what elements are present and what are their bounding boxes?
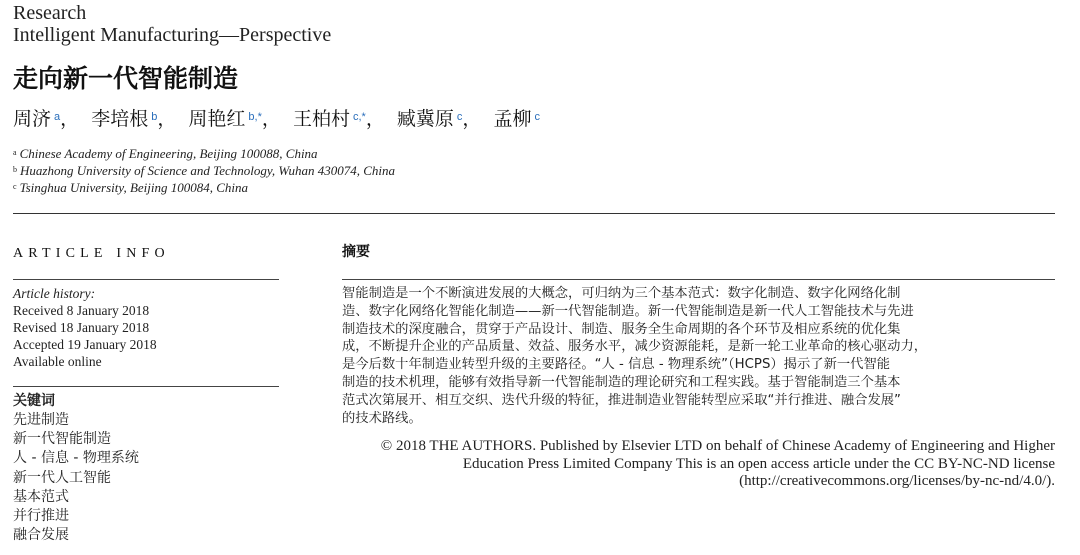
author-separator: ， <box>462 108 482 130</box>
affiliation-item <box>13 179 395 196</box>
abstract-body <box>342 285 1055 427</box>
history-title: Article history: <box>13 286 96 301</box>
copyright-line: Education Press Limited Company This is an open access article under the CC BY-NC-ND license <box>462 455 1055 472</box>
affiliation-list <box>13 145 395 196</box>
affiliation-text: Tsinghua University, Beijing 100084, China <box>19 180 249 195</box>
author-superscript-link[interactable]: c <box>456 111 463 123</box>
copyright-line: © 2018 THE AUTHORS. Published by Elsevier LTD on behalf of Chinese Academy of Engineering and Higher <box>380 438 1055 454</box>
article-info-heading: ARTICLE INFO <box>13 246 170 261</box>
header-divider <box>13 213 1055 214</box>
abstract-line: 范式次第展开、相互交织、迭代升级的特征，推进制造业智能转型应采取“并行推进、融合发展” <box>342 392 901 408</box>
author-name: 李培根 <box>91 108 149 130</box>
copyright-notice <box>342 438 1055 491</box>
author-superscript-link[interactable]: b,* <box>248 111 262 123</box>
article-type: Intelligent Manufacturing—Perspective <box>13 24 332 46</box>
abstract-heading: 摘要 <box>342 244 370 260</box>
abstract-line: 是今后数十年制造业转型升级的主要路径。“人 - 信息 - 物理系统”（HCPS）揭示了新一代智能 <box>342 357 891 373</box>
abstract-line: 成，不断提升企业的产品质量、效益、服务水平，减少资源能耗，是新一轮工业革命的核心驱动力， <box>342 339 928 355</box>
article-info-divider <box>13 279 279 280</box>
keyword-item: 基本范式 <box>13 488 69 505</box>
keyword-item: 新一代人工智能 <box>13 469 111 486</box>
author-separator: ， <box>261 108 281 130</box>
keywords-section <box>13 392 139 545</box>
abstract-line: 制造的技术机理，能够有效指导新一代智能制造的理论研究和工程实践。基于智能制造三个基本 <box>342 374 901 390</box>
abstract-line: 的技术路线。 <box>342 410 422 426</box>
author-superscript-link[interactable]: c <box>534 111 540 123</box>
affiliation-mark: a <box>13 148 17 157</box>
author-list <box>13 106 546 132</box>
author-superscript-link[interactable]: a <box>54 111 61 123</box>
keywords-divider <box>13 386 279 387</box>
keyword-item: 融合发展 <box>13 527 69 544</box>
author-name: 臧冀原 <box>396 108 454 130</box>
article-history <box>13 285 157 370</box>
keyword-item: 并行推进 <box>13 507 69 524</box>
abstract-line: 造、数字化网络化智能化制造——新一代智能制造。新一代智能制造是新一代人工智能技术与先进 <box>342 303 914 319</box>
keyword-item: 新一代智能制造 <box>13 431 111 448</box>
author-superscript-link[interactable]: c,* <box>352 111 366 123</box>
keyword-item: 人 - 信息 - 物理系统 <box>13 450 139 467</box>
author-name: 周艳红 <box>188 108 246 130</box>
author-name: 周济 <box>13 108 52 130</box>
author-separator: ， <box>60 108 80 130</box>
affiliation-mark: b <box>13 165 17 174</box>
affiliation-mark: c <box>13 182 17 191</box>
abstract-line: 制造技术的深度融合，贯穿于产品设计、制造、服务全生命周期的各个环节及相应系统的优化集 <box>342 321 901 337</box>
affiliation-item <box>13 162 395 179</box>
history-item: Revised 18 January 2018 <box>13 320 150 335</box>
author-superscript-link[interactable]: b <box>151 111 158 123</box>
author-separator: ， <box>157 108 177 130</box>
affiliation-text: Chinese Academy of Engineering, Beijing 100088, China <box>19 146 318 161</box>
paper-title: 走向新一代智能制造 <box>13 64 239 93</box>
license-link[interactable]: (http://creativecommons.org/licenses/by-nc-nd/4.0/). <box>739 473 1055 489</box>
abstract-divider <box>342 279 1055 280</box>
affiliation-text: Huazhong University of Science and Technology, Wuhan 430074, China <box>20 163 396 178</box>
section-label: Research <box>13 2 87 24</box>
keyword-item: 先进制造 <box>13 412 69 428</box>
keywords-title: 关键词 <box>13 393 55 409</box>
author-name: 孟柳 <box>493 108 532 130</box>
history-item: Received 8 January 2018 <box>13 303 150 318</box>
history-item: Accepted 19 January 2018 <box>13 337 157 352</box>
author-separator: ， <box>365 108 385 130</box>
affiliation-item <box>13 145 395 162</box>
history-item: Available online <box>13 354 102 369</box>
author-name: 王柏村 <box>292 108 350 130</box>
abstract-line: 智能制造是一个不断演进发展的大概念，可归纳为三个基本范式：数字化制造、数字化网络化制 <box>342 286 901 301</box>
